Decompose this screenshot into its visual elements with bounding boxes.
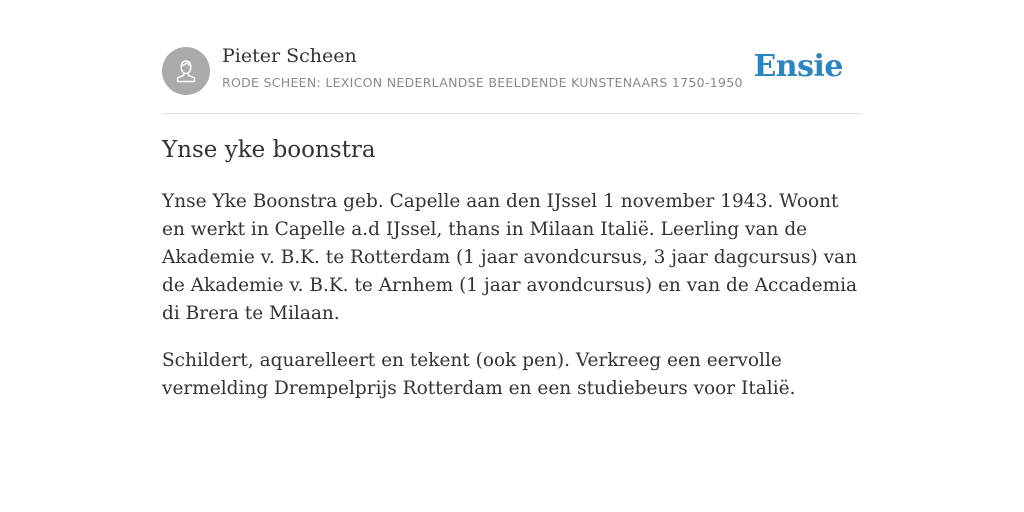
article-header: [162, 0, 862, 114]
article-title: Ynse yke boonstra: [162, 137, 376, 163]
author-name[interactable]: Pieter Scheen: [222, 45, 357, 67]
user-avatar-icon: [162, 47, 210, 95]
article-card: [162, 0, 862, 399]
article-body: [162, 188, 862, 422]
ensie-logo[interactable]: Ensie: [753, 49, 843, 84]
source-title[interactable]: RODE SCHEEN: LEXICON NEDERLANDSE BEELDENDE KUNSTENAARS 1750-1950: [222, 75, 743, 90]
article-paragraph-2: Schildert, aquarelleert en tekent (ook pen). Verkreeg een eervolle vermelding Drempelprijs Rotterdam en een studiebeurs voor Italië.: [162, 350, 796, 399]
article-paragraph-1: Ynse Yke Boonstra geb. Capelle aan den IJssel 1 november 1943. Woont en werkt in Capelle a.d IJssel, thans in Milaan Italië. Leerling van de Akademie v. B.K. te Rotterdam (1 jaar avondcursus, 3 jaar dagcursus) van de Akademie v. B.K. te Arnhem (1 jaar avondcursus) en van de Accademia di Brera te Milaan.: [162, 191, 858, 324]
